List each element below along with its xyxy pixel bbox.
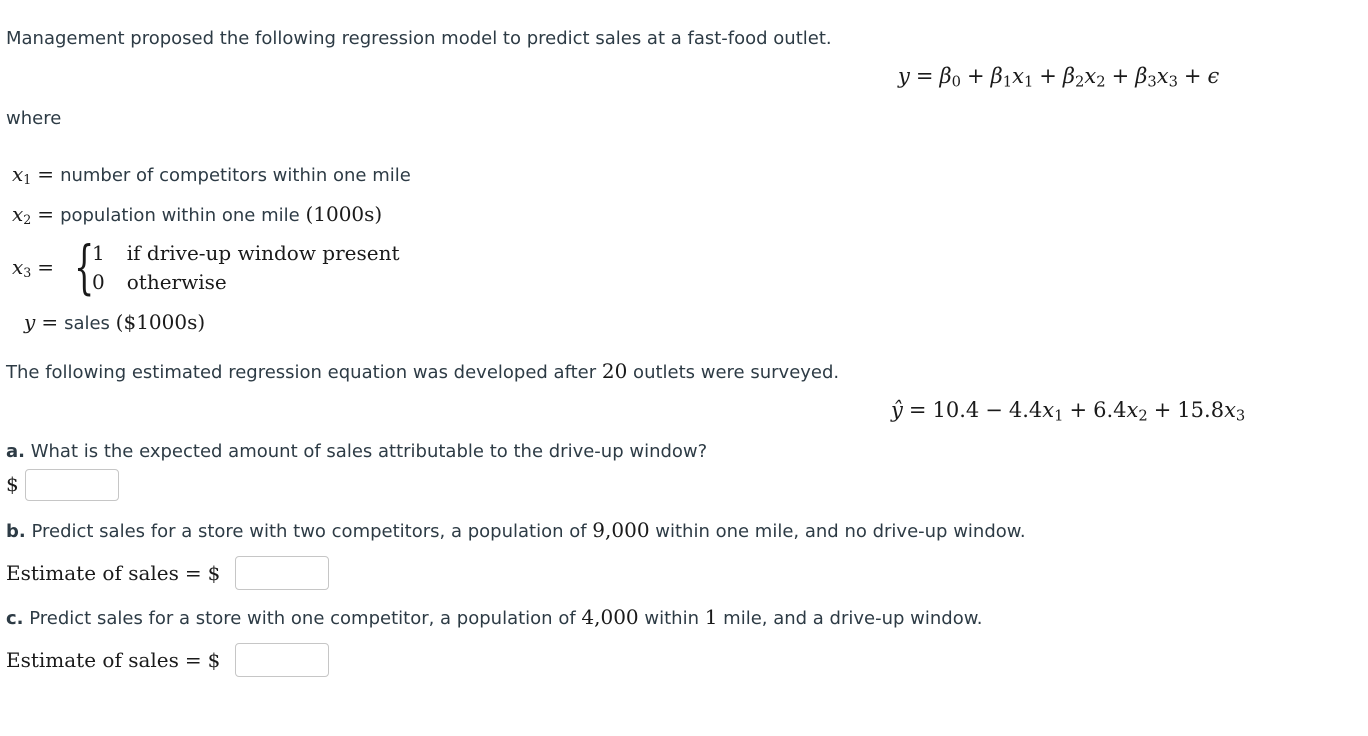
part-b-answer-input[interactable] [235, 556, 329, 590]
part-b-estimate-label: Estimate of sales = $ [6, 561, 221, 585]
part-a-currency: $ [6, 472, 19, 496]
part-a-question: a. What is the expected amount of sales attributable to the drive-up window? [6, 441, 708, 462]
part-c-estimate-label: Estimate of sales = $ [6, 648, 221, 672]
definition-x2: $x_2$ = population within one mile (1000s) [12, 202, 383, 228]
definition-y: y = sales ($1000s) [24, 310, 206, 334]
model-equation: $y = \beta_0 + \beta_1x_1 + \beta_2x_2 + \beta_3x_3 + \epsilon$ [898, 64, 1220, 91]
x3-case-1: 1 if drive-up window present [92, 241, 400, 265]
estimated-equation: ŷ = $10.4 - 4.4x_1 + 6.4x_2 + 15.8x_3$ [891, 398, 1246, 425]
x3-case-2: 0 otherwise [92, 270, 227, 294]
left-brace: { [74, 233, 95, 301]
part-c-answer-input[interactable] [235, 643, 329, 677]
definition-x1: $x_1$ = number of competitors within one mile [12, 162, 411, 188]
part-b-question: b. Predict sales for a store with two competitors, a population of 9,000 within one mile, and no drive-up window. [6, 518, 1026, 542]
part-c-question: c. Predict sales for a store with one competitor, a population of 4,000 within 1 mile, and a drive-up window. [6, 605, 983, 629]
definition-x3-lhs: $x_3$ = [12, 255, 55, 281]
part-a-answer-input[interactable] [25, 469, 119, 501]
where-label: where [6, 108, 62, 129]
intro-text: Management proposed the following regression model to predict sales at a fast-food outlet. [6, 28, 832, 49]
survey-text: The following estimated regression equation was developed after 20 outlets were surveyed. [6, 359, 840, 383]
